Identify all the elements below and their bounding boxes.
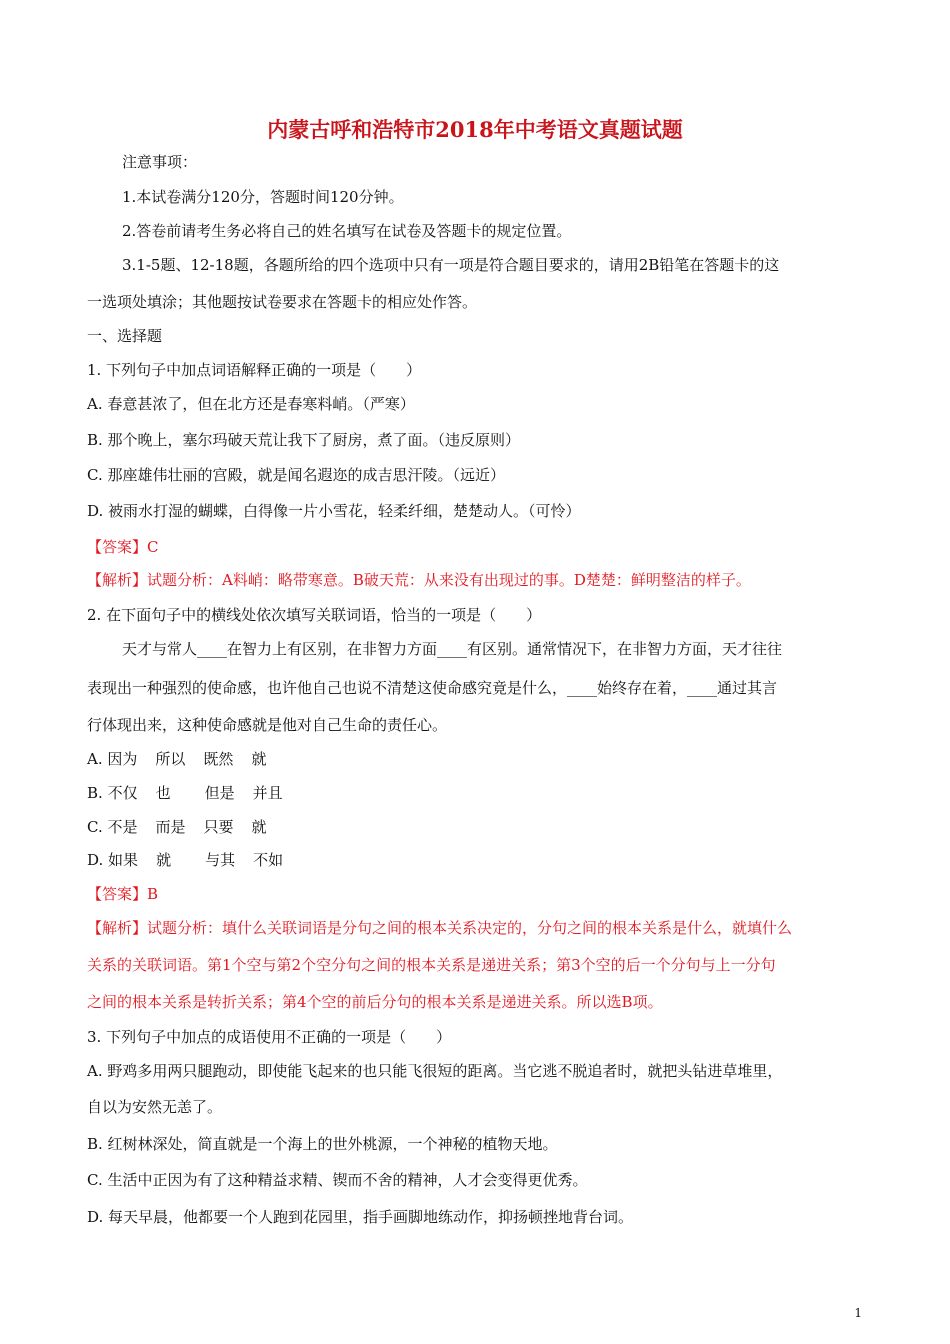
q3-option-b: B. 红树林深处，简直就是一个海上的世外桃源，一个神秘的植物天地。	[87, 1135, 558, 1153]
analysis-text: 试题分析：填什么关联词语是分句之间的根本关系决定的，分句之间的根本关系是什么，就填什么	[147, 919, 793, 937]
option-word: 如果	[108, 851, 139, 869]
q1-analysis	[87, 570, 751, 590]
q1-stem: 1. 下列句子中加点词语解释正确的一项是（ ）	[87, 361, 422, 379]
option-letter: D.	[87, 851, 104, 869]
option-letter: B.	[87, 784, 103, 802]
option-word: 就	[251, 750, 267, 768]
q2-passage-line-2: 表现出一种强烈的使命感，也许他自己也说不清楚这使命感究竟是什么，____始终存在着，____通过其言	[87, 679, 778, 697]
option-word: 也	[155, 784, 171, 802]
q1-answer	[87, 537, 159, 557]
analysis-text: 试题分析：A料峭：略带寒意。B破天荒：从来没有出现过的事。D楚楚：鲜明整洁的样子。	[147, 571, 751, 589]
q1-option-d: D. 被雨水打湿的蝴蝶，白得像一片小雪花，轻柔纤细，楚楚动人。（可怜）	[87, 502, 581, 520]
q2-analysis-line-1	[87, 918, 792, 938]
option-word: 就	[251, 818, 267, 836]
option-word: 不如	[253, 851, 284, 869]
q3-stem: 3. 下列句子中加点的成语使用不正确的一项是（ ）	[87, 1028, 452, 1046]
option-word: 不是	[107, 818, 138, 836]
section-heading: 一、选择题	[87, 327, 163, 345]
page-number: 1	[854, 1306, 862, 1320]
q3-option-a-line-1: A. 野鸡多用两只腿跑动，即使能飞起来的也只能飞很短的距离。当它逃不脱追者时，就把头钻进草堆里，	[87, 1062, 783, 1080]
q2-analysis-line-3: 之间的根本关系是转折关系；第4个空的前后分句的根本关系是递进关系。所以选B项。	[87, 993, 663, 1011]
answer-value: C	[147, 538, 159, 556]
answer-tag: 【答案】	[87, 538, 148, 556]
option-word: 不仅	[107, 784, 138, 802]
notes-heading: 注意事项：	[122, 153, 198, 171]
option-word: 因为	[107, 750, 138, 768]
q2-analysis-line-2: 关系的关联词语。第1个空与第2个空分句之间的根本关系是递进关系；第3个空的后一个分句与上一分句	[87, 956, 776, 974]
q2-option-b	[87, 783, 283, 803]
option-letter: C.	[87, 818, 103, 836]
option-word: 而是	[155, 818, 186, 836]
q2-option-a	[87, 749, 266, 769]
note-3-line-2: 一选项处填涂；其他题按试卷要求在答题卡的相应处作答。	[87, 293, 478, 311]
q1-option-c: C. 那座雄伟壮丽的宫殿，就是闻名遐迩的成吉思汗陵。（远近）	[87, 466, 505, 484]
option-word: 既然	[203, 750, 234, 768]
note-3-line-1: 3.1-5题、12-18题，各题所给的四个选项中只有一项是符合题目要求的，请用2B铅笔在答题卡的这	[122, 256, 780, 274]
option-letter: A.	[87, 750, 103, 768]
note-2: 2.答卷前请考生务必将自己的姓名填写在试卷及答题卡的规定位置。	[122, 222, 572, 240]
option-word: 就	[156, 851, 172, 869]
q2-answer	[87, 884, 158, 904]
q2-option-d	[87, 850, 283, 870]
q2-passage-line-3: 行体现出来，这种使命感就是他对自己生命的责任心。	[87, 716, 448, 734]
q1-option-a: A. 春意甚浓了，但在北方还是春寒料峭。（严寒）	[87, 395, 415, 413]
option-word: 并且	[252, 784, 283, 802]
analysis-tag: 【解析】	[87, 919, 148, 937]
note-1: 1.本试卷满分120分，答题时间120分钟。	[122, 188, 404, 206]
answer-value: B	[147, 885, 159, 903]
q1-option-b: B. 那个晚上，塞尔玛破天荒让我下了厨房，煮了面。（违反原则）	[87, 431, 521, 449]
option-word: 与其	[205, 851, 236, 869]
option-word: 但是	[204, 784, 235, 802]
page-title: 内蒙古呼和浩特市2018年中考语文真题试题	[267, 117, 683, 142]
q2-option-c	[87, 817, 267, 837]
option-word: 所以	[155, 750, 186, 768]
q3-option-a-line-2: 自以为安然无恙了。	[87, 1098, 223, 1116]
answer-tag: 【答案】	[87, 885, 148, 903]
analysis-tag: 【解析】	[87, 571, 148, 589]
q2-passage-line-1: 天才与常人____在智力上有区别，在非智力方面____有区别。通常情况下，在非智力方面，天才往往	[122, 640, 783, 658]
q3-option-c: C. 生活中正因为有了这种精益求精、锲而不舍的精神，人才会变得更优秀。	[87, 1171, 588, 1189]
option-word: 只要	[203, 818, 234, 836]
q2-stem: 2. 在下面句子中的横线处依次填写关联词语，恰当的一项是（ ）	[87, 606, 542, 624]
q3-option-d: D. 每天早晨，他都要一个人跑到花园里，指手画脚地练动作，抑扬顿挫地背台词。	[87, 1208, 634, 1226]
